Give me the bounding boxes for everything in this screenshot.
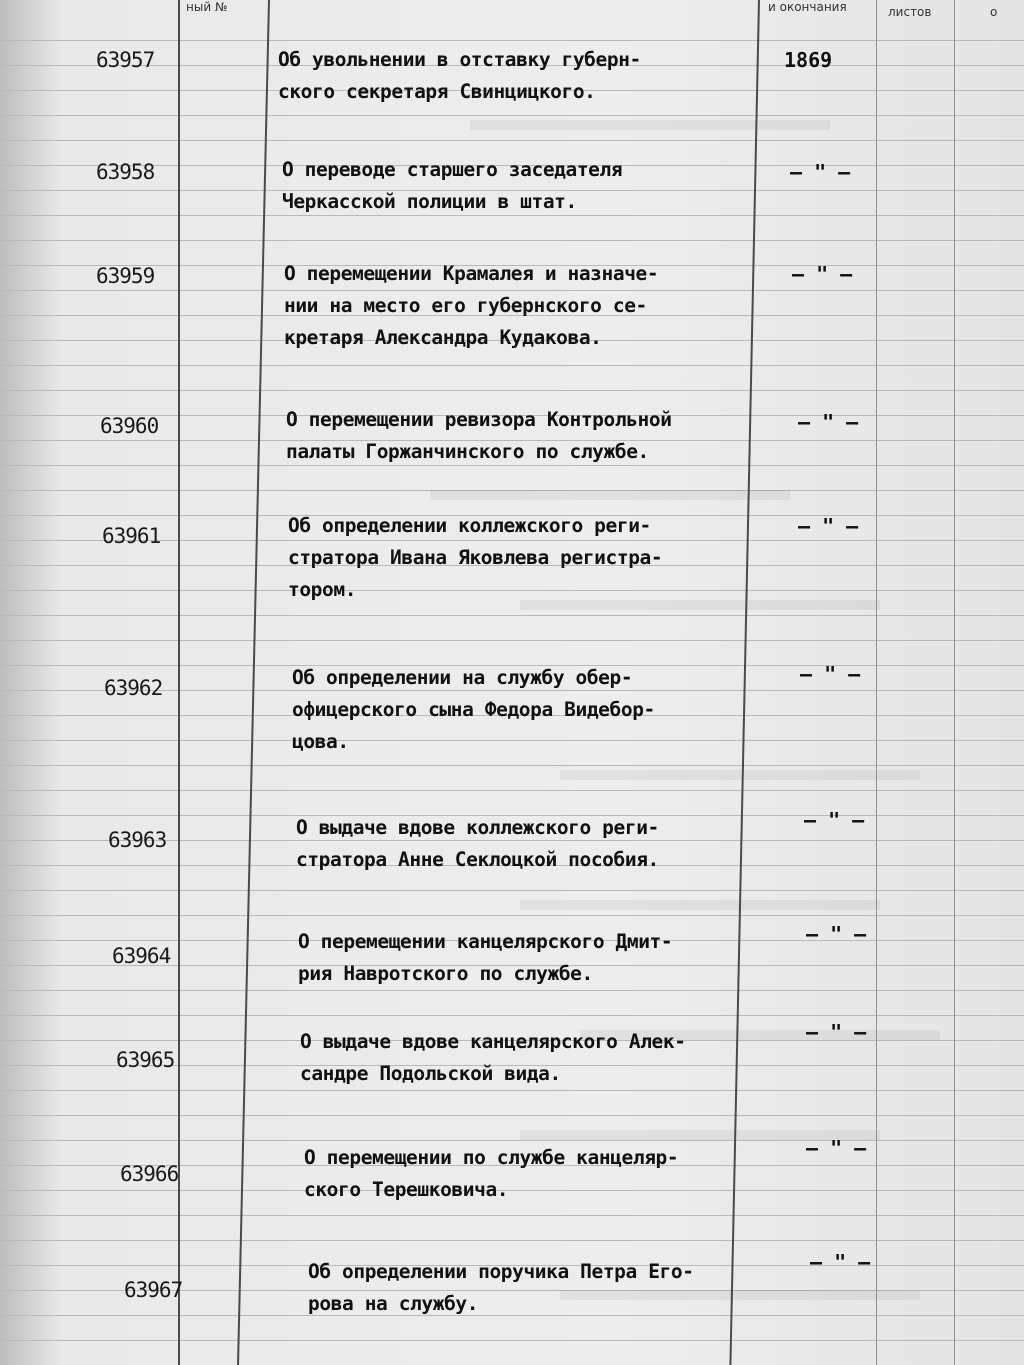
entry-description <box>296 812 659 876</box>
entry-number: 63957 <box>96 48 155 72</box>
entry-number: 63964 <box>112 944 171 968</box>
entry-description-line: цова. <box>292 730 349 753</box>
ruled-line <box>0 40 1024 41</box>
ruled-line <box>0 390 1024 391</box>
entry-description <box>278 44 641 108</box>
ruled-line <box>0 140 1024 141</box>
entry-description-line: тором. <box>288 578 357 601</box>
entry-number: 63967 <box>124 1278 183 1302</box>
entry-date: – " – <box>806 922 867 946</box>
ruled-line <box>0 1340 1024 1341</box>
entry-description-line: О перемещении Крамалея и назначе- <box>284 262 659 285</box>
entry-description <box>286 404 672 468</box>
entry-description <box>282 154 622 218</box>
entry-description-line: О выдаче вдове коллежского реги- <box>296 816 659 839</box>
entry-description-line: кретаря Александра Кудакова. <box>284 326 602 349</box>
ruled-line <box>0 765 1024 766</box>
entry-date: – " – <box>806 1020 867 1044</box>
ruled-line <box>0 790 1024 791</box>
entry-description-line: стратора Ивана Яковлева регистра- <box>288 546 663 569</box>
ruled-line <box>0 615 1024 616</box>
ruled-line <box>0 1015 1024 1016</box>
entry-date: – " – <box>810 1250 871 1274</box>
entry-description-line: стратора Анне Секлоцкой пособия. <box>296 848 659 871</box>
entry-description-line: Черкасской полиции в штат. <box>282 190 577 213</box>
ruled-line <box>0 1140 1024 1141</box>
entry-number: 63962 <box>104 676 163 700</box>
entry-number: 63966 <box>120 1162 179 1186</box>
bleed-through-mark <box>520 900 880 910</box>
entry-description-line: ского секретаря Свинцицкого. <box>278 80 596 103</box>
column-divider-title <box>237 0 270 1365</box>
entry-number: 63961 <box>102 524 161 548</box>
ruled-line <box>0 1115 1024 1116</box>
entry-date: – " – <box>798 514 859 538</box>
entry-date: – " – <box>804 808 865 832</box>
entry-description-line: офицерского сына Федора Видебор- <box>292 698 655 721</box>
entry-description-line: О перемещении канцелярского Дмит- <box>298 930 673 953</box>
bleed-through-mark <box>430 490 790 500</box>
header-number: ный № <box>186 0 228 14</box>
entry-description-line: Об определении поручика Петра Его- <box>308 1260 694 1283</box>
entry-description-line: О переводе старшего заседателя <box>282 158 623 181</box>
entry-description <box>292 662 655 758</box>
entry-date: – " – <box>792 262 853 286</box>
ruled-line <box>0 1215 1024 1216</box>
entry-description-line: рия Навротского по службе. <box>298 962 593 985</box>
entry-date: – " – <box>798 410 859 434</box>
entry-description-line: О выдаче вдове канцелярского Алек- <box>300 1030 686 1053</box>
entry-description <box>298 926 672 990</box>
entry-description-line: О перемещении ревизора Контрольной <box>286 408 672 431</box>
entry-description <box>284 258 658 354</box>
bleed-through-mark <box>470 120 830 130</box>
entry-description-line: Об увольнении в отставку губерн- <box>278 48 641 71</box>
entry-description-line: Об определении на службу обер- <box>292 666 633 689</box>
ruled-line <box>0 640 1024 641</box>
entry-date: – " – <box>790 160 851 184</box>
entry-description <box>288 510 662 606</box>
ruled-line <box>0 365 1024 366</box>
entry-number: 63965 <box>116 1048 175 1072</box>
ruled-line <box>0 115 1024 116</box>
ruled-line <box>0 890 1024 891</box>
bleed-through-mark <box>560 770 920 780</box>
entry-number: 63958 <box>96 160 155 184</box>
entry-description <box>300 1026 686 1090</box>
entry-date: – " – <box>800 662 861 686</box>
entry-number: 63963 <box>108 828 167 852</box>
ruled-line <box>0 240 1024 241</box>
entry-description-line: О перемещении по службе канцеляр- <box>304 1146 679 1169</box>
entry-date: – " – <box>806 1136 867 1160</box>
ruled-line <box>0 990 1024 991</box>
entry-description-line: сандре Подольской вида. <box>300 1062 561 1085</box>
header-sheets: листов <box>888 5 932 19</box>
entry-description <box>308 1256 694 1320</box>
ruled-line <box>0 1090 1024 1091</box>
entry-description-line: палаты Горжанчинского по службе. <box>286 440 649 463</box>
entry-description-line: Об определении коллежского реги- <box>288 514 651 537</box>
entry-description-line: ского Терешковича. <box>304 1178 509 1201</box>
column-divider-dates <box>729 0 760 1365</box>
entry-date: 1869 <box>784 48 833 72</box>
header-dates: и окончания <box>768 0 847 14</box>
ruled-line <box>0 1240 1024 1241</box>
column-divider-notes <box>954 0 955 1365</box>
column-divider-number <box>178 0 180 1365</box>
entry-description <box>304 1142 678 1206</box>
entry-description-line: рова на службу. <box>308 1292 479 1315</box>
entry-number: 63959 <box>96 264 155 288</box>
header-notes: о <box>990 5 998 19</box>
column-divider-sheets <box>876 0 877 1365</box>
entry-description-line: нии на место его губернского се- <box>284 294 647 317</box>
entry-number: 63960 <box>100 414 159 438</box>
ruled-line <box>0 915 1024 916</box>
